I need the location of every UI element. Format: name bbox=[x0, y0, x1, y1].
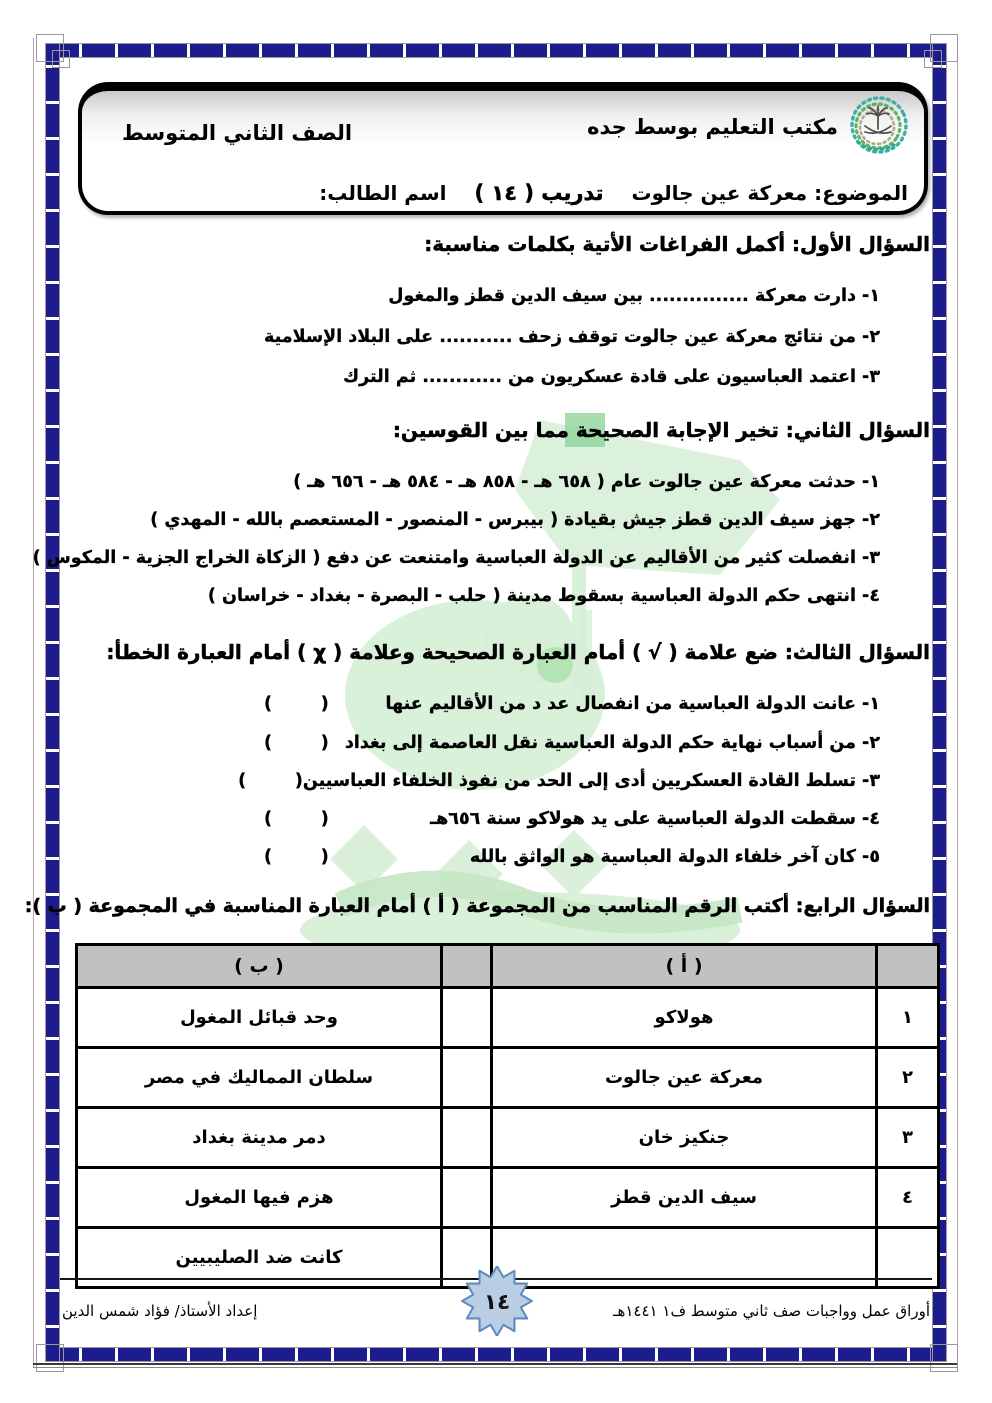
question1-item: ٣- اعتمد العباسيون على قادة عسكريون من ............ ثم الترك bbox=[343, 367, 880, 387]
student-name-label: اسم الطالب: bbox=[319, 181, 447, 205]
group-b-cell: دمر مدينة بغداد bbox=[77, 1108, 442, 1168]
ministry-of-education-logo-icon bbox=[846, 95, 910, 159]
answer-parentheses: ( ) bbox=[264, 847, 329, 867]
question3-item bbox=[264, 847, 880, 867]
page-border-bottom bbox=[46, 1348, 946, 1361]
question3-item bbox=[238, 771, 880, 791]
answer-cell bbox=[442, 1108, 492, 1168]
question2-item: ١- حدثت معركة عين جالوت عام ( ٦٥٨ هـ - ٨٥٨ هـ - ٥٨٤ هـ - ٦٥٦ هـ ) bbox=[293, 472, 880, 492]
question1-item: ٢- من نتائج معركة عين جالوت توقف زحف ........... على البلاد الإسلامية bbox=[264, 327, 880, 347]
question1-heading: السؤال الأول: أكمل الفراغات الأتية بكلمات مناسبة: bbox=[424, 232, 930, 256]
statement-text: ٢- من أسباب نهاية حكم الدولة العباسية نقل العاصمة إلى بغداد bbox=[344, 733, 880, 753]
column-header-group-a: ( أ ) bbox=[492, 945, 877, 988]
group-a-cell: سيف الدين قطز bbox=[492, 1168, 877, 1228]
group-b-cell: وحد قبائل المغول bbox=[77, 988, 442, 1048]
grade-label: الصف الثاني المتوسط bbox=[122, 121, 353, 145]
group-b-cell: هزم فيها المغول bbox=[77, 1168, 442, 1228]
subject-label: الموضوع: معركة عين جالوت bbox=[631, 181, 908, 205]
answer-cell bbox=[442, 988, 492, 1048]
corner-ornament bbox=[52, 50, 70, 68]
group-b-cell: سلطان المماليك في مصر bbox=[77, 1048, 442, 1108]
column-header-number bbox=[877, 945, 939, 988]
group-a-cell: معركة عين جالوت bbox=[492, 1048, 877, 1108]
question3-item bbox=[264, 809, 880, 829]
answer-parentheses: ( ) bbox=[264, 809, 329, 829]
statement-text: ٥- كان آخر خلفاء الدولة العباسية هو الواثق بالله bbox=[469, 847, 880, 867]
question3-item bbox=[264, 694, 880, 714]
page-number: ١٤ bbox=[483, 1290, 511, 1316]
table-row bbox=[77, 1168, 939, 1228]
question2-item: ٢- جهز سيف الدين قطز جيش بقيادة ( بيبرس - المنصور - المستعصم بالله - المهدي ) bbox=[150, 510, 880, 530]
column-header-answer bbox=[442, 945, 492, 988]
answer-parentheses: ( ) bbox=[264, 733, 329, 753]
table-row bbox=[77, 1108, 939, 1168]
group-a-cell: هولاكو bbox=[492, 988, 877, 1048]
page-number-badge bbox=[459, 1266, 535, 1336]
row-number: ٣ bbox=[877, 1108, 939, 1168]
group-b-cell: كانت ضد الصليبيين bbox=[77, 1228, 442, 1288]
question2-item: ٣- انفصلت كثير من الأقاليم عن الدولة العباسية وامتنعت عن دفع ( الزكاة الخراج الجزية - المكوس ) bbox=[32, 548, 880, 568]
question3-heading: السؤال الثالث: ضع علامة ( √ ) أمام العبارة الصحيحة وعلامة ( χ ) أمام العبارة الخطأ: bbox=[106, 640, 930, 664]
answer-cell bbox=[442, 1168, 492, 1228]
frame-gray-line-left bbox=[33, 38, 34, 1368]
row-number: ١ bbox=[877, 988, 939, 1048]
question3-item bbox=[264, 733, 880, 753]
group-a-cell: جنكيز خان bbox=[492, 1108, 877, 1168]
answer-parentheses: ( ) bbox=[238, 771, 303, 791]
statement-text: ٣- تسلط القادة العسكريين أدى إلى الحد من نفوذ الخلفاء العباسيين bbox=[302, 771, 880, 791]
footer-right-text: أوراق عمل وواجبات صف ثاني متوسط ف١ ١٤٤١هـ bbox=[613, 1302, 930, 1320]
question2-heading: السؤال الثاني: تخير الإجابة الصحيحة مما بين القوسين: bbox=[392, 418, 930, 442]
exercise-number: تدريب ( ١٤ ) bbox=[474, 181, 604, 205]
answer-cell bbox=[442, 1048, 492, 1108]
question2-item: ٤- انتهى حكم الدولة العباسية بسقوط مدينة ( حلب - البصرة - بغداد - خراسان ) bbox=[207, 586, 880, 606]
row-number: ٢ bbox=[877, 1048, 939, 1108]
page-border-top bbox=[46, 44, 946, 57]
footer-left-text: إعداد الأستاذ/ فؤاد شمس الدين bbox=[62, 1302, 258, 1320]
statement-text: ١- عانت الدولة العباسية من انفصال عد د من الأقاليم عنها bbox=[385, 694, 880, 714]
table-row bbox=[77, 1048, 939, 1108]
statement-text: ٤- سقطت الدولة العباسية على يد هولاكو سنة ٦٥٦هـ bbox=[430, 809, 880, 829]
table-row bbox=[77, 988, 939, 1048]
frame-bottom-double-line bbox=[33, 1363, 957, 1368]
row-number: ٤ bbox=[877, 1168, 939, 1228]
answer-parentheses: ( ) bbox=[264, 694, 329, 714]
matching-table bbox=[75, 943, 940, 1289]
frame-gray-line-right bbox=[957, 38, 958, 1368]
table-header-row bbox=[77, 945, 939, 988]
corner-ornament bbox=[924, 50, 942, 68]
page-border-left bbox=[46, 44, 59, 1361]
worksheet-header bbox=[78, 82, 928, 215]
column-header-group-b: ( ب ) bbox=[77, 945, 442, 988]
question1-item: ١- دارت معركة ............... بين سيف الدين قطز والمغول bbox=[388, 286, 880, 306]
question4-heading: السؤال الرابع: أكتب الرقم المناسب من المجموعة ( أ ) أمام العبارة المناسبة في المجموعة ( ب ): bbox=[24, 895, 930, 917]
education-office-name: مكتب التعليم بوسط جده bbox=[587, 115, 838, 139]
